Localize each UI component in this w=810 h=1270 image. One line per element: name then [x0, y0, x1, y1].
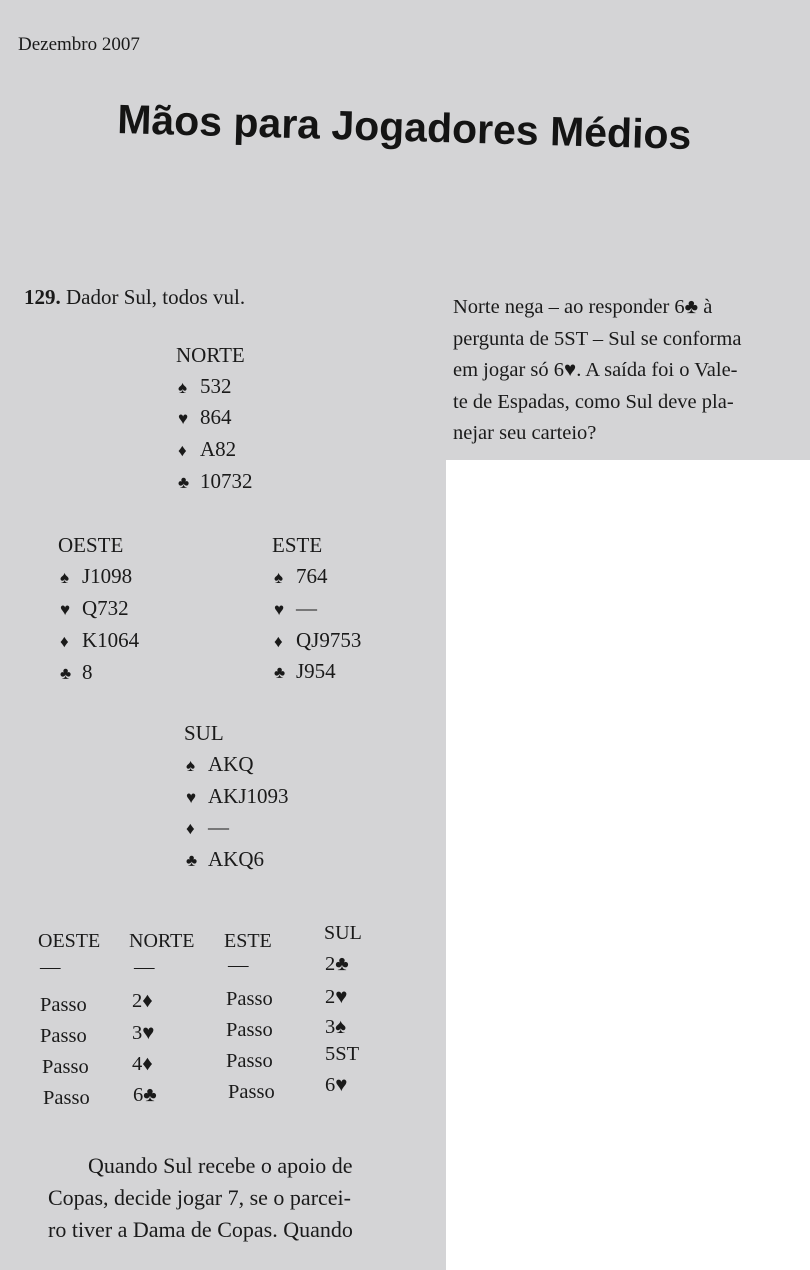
sul-clubs: ♣ AKQ6	[186, 847, 264, 871]
heart-icon: ♥	[274, 600, 285, 619]
issue-date: Dezembro 2007	[18, 34, 140, 55]
sul-spades: ♠ AKQ	[186, 752, 254, 776]
bid-cell: 3♠	[325, 1016, 347, 1038]
este-diamonds: ♦ QJ9753	[274, 628, 362, 652]
norte-diamonds: ♦ A82	[178, 437, 237, 461]
question-line: em jogar só 6♥. A saída foi o Vale-	[453, 359, 738, 381]
sul-hearts: ♥ AKJ1093	[186, 784, 289, 808]
este-spades: ♠ 764	[274, 564, 328, 588]
este-clubs: ♣ J954	[274, 659, 336, 683]
question-line: nejar seu carteio?	[453, 422, 597, 444]
page-title: Mãos para Jogadores Médios	[116, 96, 692, 159]
bid-cell: —	[228, 954, 249, 976]
heart-icon: ♥	[178, 409, 189, 428]
diamond-icon: ♦	[274, 632, 283, 651]
hand-label-oeste: OESTE	[58, 533, 124, 557]
norte-hearts: ♥ 864	[178, 405, 232, 429]
sul-diamonds: ♦ —	[186, 815, 229, 839]
problem-number: 129.	[24, 285, 61, 309]
bid-cell: 6♣	[133, 1084, 157, 1106]
spade-icon: ♠	[178, 378, 188, 397]
este-hearts: ♥ —	[274, 596, 317, 620]
bid-cell: 3♥	[132, 1022, 155, 1044]
oeste-clubs: ♣ 8	[60, 660, 93, 684]
bid-cell: 2♣	[325, 953, 349, 975]
spade-icon: ♠	[274, 568, 284, 587]
norte-clubs: ♣ 10732	[178, 469, 253, 493]
solution-paragraph	[48, 1150, 353, 1246]
diamond-icon: ♦	[178, 441, 187, 460]
question-line: pergunta de 5ST – Sul se conforma	[453, 327, 742, 350]
bid-cell: —	[40, 956, 61, 978]
club-icon: ♣	[60, 664, 72, 683]
bidding-header-este: ESTE	[224, 930, 272, 952]
paragraph-line: Quando Sul recebe o apoio de	[88, 1153, 353, 1178]
question-line: te de Espadas, como Sul deve pla-	[453, 390, 734, 413]
bid-cell: Passo	[226, 1050, 273, 1072]
bidding-header-sul: SUL	[324, 922, 362, 944]
heart-icon: ♥	[186, 788, 197, 807]
hand-label-norte: NORTE	[176, 343, 245, 367]
problem-question	[453, 292, 741, 450]
oeste-hearts: ♥ Q732	[60, 596, 129, 620]
bid-cell: —	[134, 956, 155, 978]
bid-cell: 2♦	[132, 990, 153, 1012]
bid-cell: Passo	[228, 1081, 275, 1103]
question-line: Norte nega – ao responder 6♣ à	[453, 296, 713, 318]
spade-icon: ♠	[60, 568, 70, 587]
bid-cell: Passo	[42, 1056, 89, 1078]
bid-cell: Passo	[226, 1019, 273, 1041]
bid-cell: 2♥	[325, 986, 348, 1008]
bid-cell: 6♥	[325, 1074, 348, 1096]
diamond-icon: ♦	[186, 819, 195, 838]
norte-spades: ♠ 532	[178, 374, 232, 398]
diamond-icon: ♦	[60, 632, 69, 651]
bidding-header-norte: NORTE	[129, 930, 195, 952]
paragraph-line: ro tiver a Dama de Copas. Quando	[48, 1217, 353, 1242]
club-icon: ♣	[186, 851, 198, 870]
oeste-spades: ♠ J1098	[60, 564, 133, 588]
hand-label-sul: SUL	[184, 721, 224, 745]
spade-icon: ♠	[186, 756, 196, 775]
hand-label-este: ESTE	[272, 533, 323, 557]
bid-cell: Passo	[226, 988, 273, 1010]
bid-cell: 4♦	[132, 1053, 153, 1075]
problem-text: Dador Sul, todos vul.	[66, 285, 246, 309]
bid-cell: 5ST	[325, 1043, 360, 1065]
bid-cell: Passo	[40, 994, 87, 1016]
heart-icon: ♥	[60, 600, 71, 619]
problem-heading	[24, 285, 245, 310]
bid-cell: Passo	[43, 1087, 90, 1109]
bidding-header-oeste: OESTE	[38, 930, 101, 952]
club-icon: ♣	[178, 473, 190, 492]
oeste-diamonds: ♦ K1064	[60, 628, 140, 652]
club-icon: ♣	[274, 663, 286, 682]
bid-cell: Passo	[40, 1025, 87, 1047]
paragraph-line: Copas, decide jogar 7, se o parcei-	[48, 1185, 351, 1210]
